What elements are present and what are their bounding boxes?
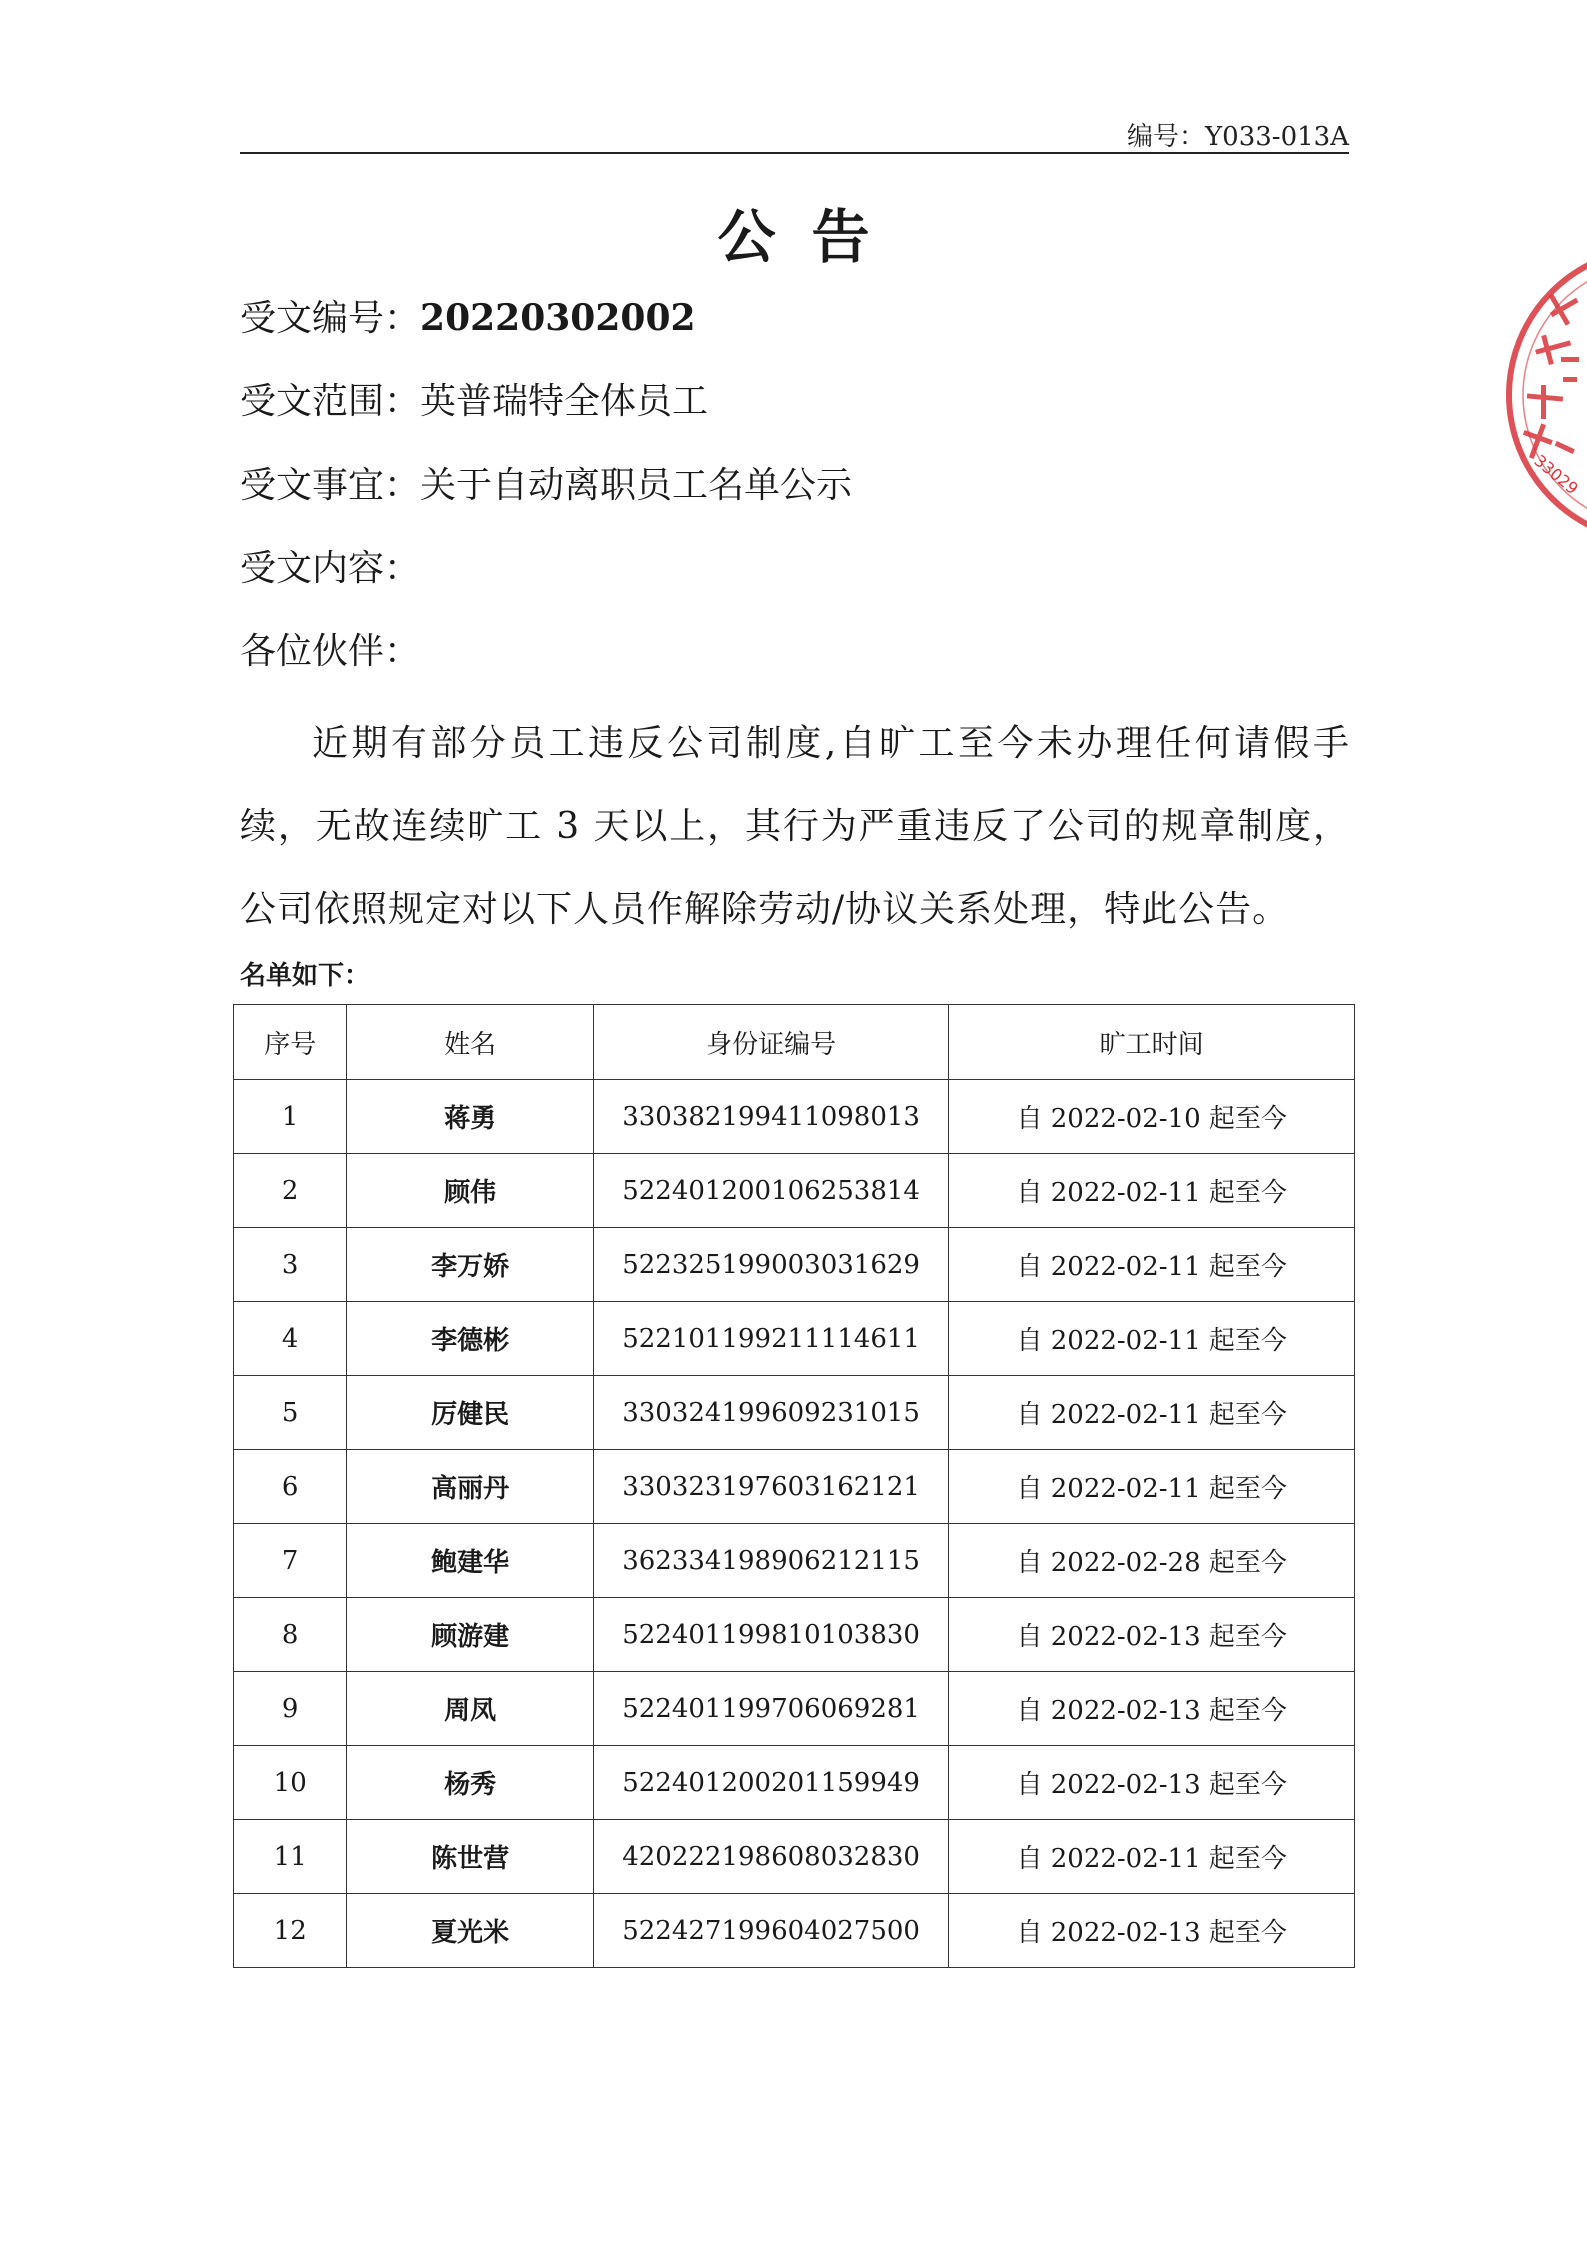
header-index: 序号 xyxy=(234,1005,347,1080)
row-name: 李万娇 xyxy=(347,1228,593,1302)
seal-number-text: 33029 xyxy=(1530,451,1582,499)
row-id-number: 522427199604027500 xyxy=(593,1894,949,1968)
row-id-number: 522401199810103830 xyxy=(593,1598,949,1672)
dismissal-table xyxy=(233,1004,1355,1968)
scope-label: 受文范围： xyxy=(240,381,421,422)
row-name: 李德彬 xyxy=(347,1302,593,1376)
row-name: 蒋勇 xyxy=(347,1080,593,1154)
table-row xyxy=(234,1450,1355,1524)
row-id-number: 522401200201159949 xyxy=(593,1746,949,1820)
matter-label: 受文事宜： xyxy=(240,465,421,506)
row-id-number: 330323197603162121 xyxy=(593,1450,949,1524)
row-name: 顾伟 xyxy=(347,1154,593,1228)
row-name: 杨秀 xyxy=(347,1746,593,1820)
table-row xyxy=(234,1228,1355,1302)
row-absence-time: 自 2022-02-13 起至今 xyxy=(949,1672,1355,1746)
row-id-number: 362334198906212115 xyxy=(593,1524,949,1598)
row-index: 12 xyxy=(234,1894,347,1968)
row-absence-time: 自 2022-02-13 起至今 xyxy=(949,1598,1355,1672)
row-index: 1 xyxy=(234,1080,347,1154)
row-id-number: 522325199003031629 xyxy=(593,1228,949,1302)
row-absence-time: 自 2022-02-28 起至今 xyxy=(949,1524,1355,1598)
table-row xyxy=(234,1894,1355,1968)
row-id-number: 330382199411098013 xyxy=(593,1080,949,1154)
list-label: 名单如下： xyxy=(240,961,371,991)
greeting: 各位伙伴： xyxy=(240,631,421,672)
header-divider xyxy=(240,152,1349,154)
row-id-number: 522401200106253814 xyxy=(593,1154,949,1228)
row-absence-time: 自 2022-02-11 起至今 xyxy=(949,1228,1355,1302)
scope-field xyxy=(240,378,708,426)
row-index: 10 xyxy=(234,1746,347,1820)
row-index: 7 xyxy=(234,1524,347,1598)
table-row xyxy=(234,1746,1355,1820)
row-id-number: 522401199706069281 xyxy=(593,1672,949,1746)
matter-value: 关于自动离职员工名单公示 xyxy=(420,465,853,506)
row-name: 鲍建华 xyxy=(347,1524,593,1598)
row-absence-time: 自 2022-02-13 起至今 xyxy=(949,1746,1355,1820)
row-id-number: 330324199609231015 xyxy=(593,1376,949,1450)
table-row xyxy=(234,1598,1355,1672)
table-row xyxy=(234,1302,1355,1376)
row-name: 高丽丹 xyxy=(347,1450,593,1524)
company-seal-stamp xyxy=(1505,245,1587,545)
row-id-number: 522101199211114611 xyxy=(593,1302,949,1376)
row-name: 厉健民 xyxy=(347,1376,593,1450)
row-index: 3 xyxy=(234,1228,347,1302)
ref-number-label: 受文编号： xyxy=(240,298,421,339)
row-absence-time: 自 2022-02-11 起至今 xyxy=(949,1450,1355,1524)
row-name: 夏光米 xyxy=(347,1894,593,1968)
row-index: 4 xyxy=(234,1302,347,1376)
table-row xyxy=(234,1154,1355,1228)
row-name: 周凤 xyxy=(347,1672,593,1746)
row-index: 9 xyxy=(234,1672,347,1746)
row-name: 顾游建 xyxy=(347,1598,593,1672)
row-index: 8 xyxy=(234,1598,347,1672)
table-row xyxy=(234,1820,1355,1894)
row-absence-time: 自 2022-02-10 起至今 xyxy=(949,1080,1355,1154)
ref-number-value: 20220302002 xyxy=(420,297,696,339)
table-header-row xyxy=(234,1005,1355,1080)
row-index: 11 xyxy=(234,1820,347,1894)
row-absence-time: 自 2022-02-11 起至今 xyxy=(949,1376,1355,1450)
row-index: 5 xyxy=(234,1376,347,1450)
header-name: 姓名 xyxy=(347,1005,593,1080)
row-absence-time: 自 2022-02-11 起至今 xyxy=(949,1302,1355,1376)
row-index: 6 xyxy=(234,1450,347,1524)
header-absence-time: 旷工时间 xyxy=(949,1005,1355,1080)
header-id-number: 身份证编号 xyxy=(593,1005,949,1080)
row-absence-time: 自 2022-02-13 起至今 xyxy=(949,1894,1355,1968)
row-id-number: 420222198608032830 xyxy=(593,1820,949,1894)
table-row xyxy=(234,1672,1355,1746)
ref-number-field xyxy=(240,294,696,343)
content-label: 受文内容： xyxy=(240,548,421,589)
scope-value: 英普瑞特全体员工 xyxy=(420,381,709,422)
announcement-body: 近期有部分员工违反公司制度,自旷工至今未办理任何请假手续，无故连续旷工 3 天以上，其行为严重违反了公司的规章制度，公司依照规定对以下人员作解除劳动/协议关系处理，特此公告。 xyxy=(240,723,1350,930)
row-absence-time: 自 2022-02-11 起至今 xyxy=(949,1820,1355,1894)
table-row xyxy=(234,1524,1355,1598)
content-field xyxy=(240,545,420,593)
table-row xyxy=(234,1376,1355,1450)
row-name: 陈世营 xyxy=(347,1820,593,1894)
table-row xyxy=(234,1080,1355,1154)
row-index: 2 xyxy=(234,1154,347,1228)
row-absence-time: 自 2022-02-11 起至今 xyxy=(949,1154,1355,1228)
page-title: 公告 xyxy=(717,203,906,271)
matter-field xyxy=(240,462,852,510)
document-number: 编号：Y033-013A xyxy=(1127,122,1349,152)
seal-ring xyxy=(1509,249,1587,541)
